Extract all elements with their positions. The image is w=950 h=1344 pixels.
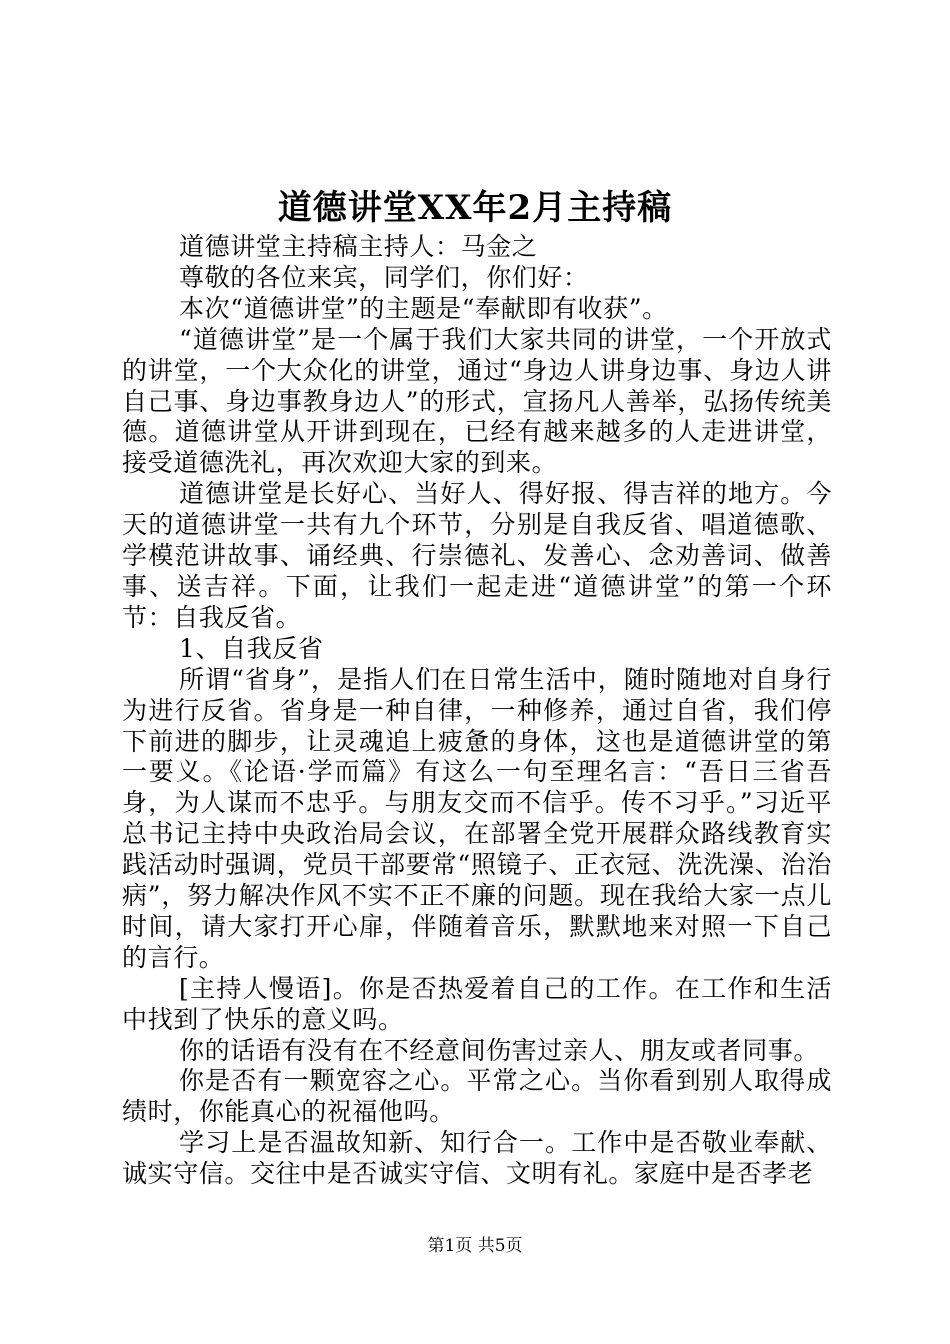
paragraph-question-tolerance: 你是否有一颗宽容之心。平常之心。当你看到别人取得成绩时，你能真心的祝福他吗。 [122,1066,832,1127]
document-body [122,232,832,1190]
section-heading-self-reflection: 1、自我反省 [179,633,324,663]
paragraph-agenda: 道德讲堂是长好心、当好人、得好报、得吉祥的地方。今天的道德讲堂一共有九个环节，分别是自我反省、唱道德歌、学模范讲故事、诵经典、行崇德礼、发善心、念劝善词、做善事、送吉祥。下面，让我们一起走进“道德讲堂”的第一个环节：自我反省。 [122,479,832,632]
paragraph-host-line: 道德讲堂主持稿主持人：马金之 [179,232,538,261]
page-footer: 第1页 共5页 [427,1236,523,1256]
paragraph-host-slow-speech: [主持人慢语]。你是否热爱着自己的工作。在工作和生活中找到了快乐的意义吗。 [122,973,832,1034]
paragraph-introduction: “道德讲堂”是一个属于我们大家共同的讲堂，一个开放式的讲堂，一个大众化的讲堂，通过“身边人讲身边事、身边人讲自己事、身边事教身边人”的形式，宣扬凡人善举，弘扬传统美德。道德讲堂从开讲到现在，已经有越来越多的人走进讲堂，接受道德洗礼，再次欢迎大家的到来。 [122,324,832,478]
paragraph-greeting: 尊敬的各位来宾，同学们，你们好： [179,262,589,292]
document-title: 道德讲堂XX年2月主持稿 [277,188,673,228]
paragraph-theme: 本次“道德讲堂”的主题是“奉献即有收获”。 [179,293,668,323]
paragraph-question-words: 你的话语有没有在不经意间伤害过亲人、朋友或者同事。 [179,1035,820,1065]
paragraph-question-study-work: 学习上是否温故知新、知行合一。工作中是否敬业奉献、诚实守信。交往中是否诚实守信、文明有礼。家庭中是否孝老 [122,1128,832,1189]
paragraph-self-reflection: 所谓“省身”，是指人们在日常生活中，随时随地对自身行为进行反省。省身是一种自律，一种修养，通过自省，我们停下前进的脚步，让灵魂追上疲惫的身体，这也是道德讲堂的第一要义。《论语·学而篇》有这么一句至理名言：“吾日三省吾身，为人谋而不忠乎。与朋友交而不信乎。传不习乎。”习近平总书记主持中央政治局会议，在部署全党开展群众路线教育实践活动时强调，党员干部要常“照镜子、正衣冠、洗洗澡、治治病”，努力解决作风不实不正不廉的问题。现在我给大家一点儿时间，请大家打开心扉，伴随着音乐，默默地来对照一下自己的言行。 [122,664,832,972]
